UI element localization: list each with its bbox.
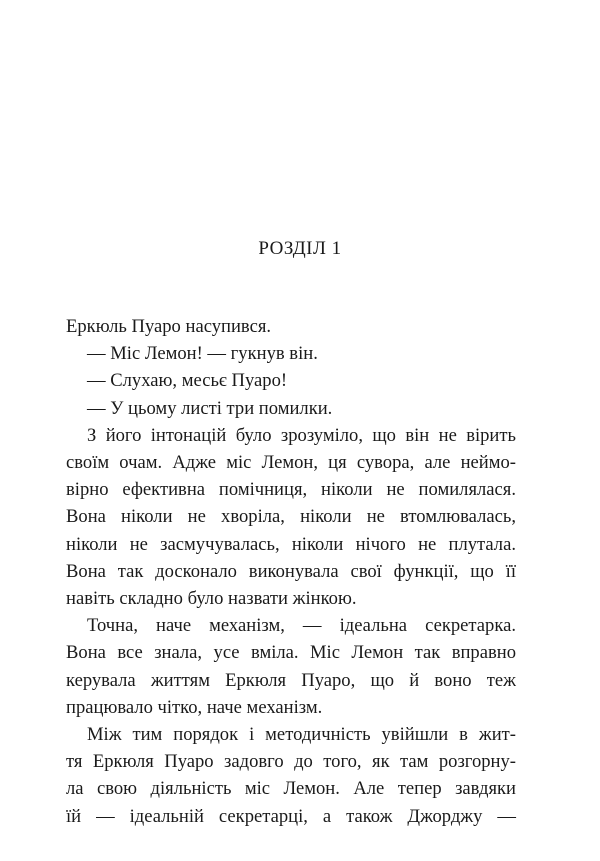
- text-line: їй — ідеальній секретарці, а також Джорджу —: [66, 805, 516, 827]
- text-line: керувала життям Еркюля Пуаро, що й воно теж: [66, 669, 516, 691]
- text-line: своїм очам. Адже міс Лемон, ця сувора, але неймо-: [66, 452, 516, 474]
- text-line: Точна, наче механізм, — ідеальна секретарка.: [87, 615, 516, 637]
- text-line: З його інтонацій було зрозуміло, що він не вірить: [87, 424, 516, 446]
- text-line: працювало чітко, наче механізм.: [66, 696, 323, 718]
- text-line: тя Еркюля Пуаро задовго до того, як там розгорну-: [66, 751, 516, 773]
- text-line: — Слухаю, месьє Пуаро!: [87, 370, 288, 392]
- text-line: — Міс Лемон! — гукнув він.: [87, 343, 318, 365]
- chapter-heading: РОЗДІЛ 1: [258, 238, 342, 259]
- chapter-text: [66, 313, 516, 830]
- text-line: вірно ефективна помічниця, ніколи не помилялася.: [66, 479, 516, 501]
- text-line: Вона все знала, усе вміла. Міс Лемон так вправно: [66, 642, 516, 664]
- text-line: ла свою діяльність міс Лемон. Але тепер завдяки: [66, 778, 516, 800]
- text-line: Вона ніколи не хворіла, ніколи не втомлювалась,: [66, 506, 516, 528]
- text-line: Еркюль Пуаро насупився.: [66, 316, 272, 337]
- text-line: Вона так досконало виконувала свої функції, що її: [66, 560, 516, 582]
- text-line: ніколи не засмучувалась, ніколи нічого не плутала.: [66, 533, 516, 555]
- text-line: — У цьому листі три помилки.: [87, 397, 333, 419]
- text-line: навіть складно було назвати жінкою.: [66, 588, 357, 610]
- text-line: Між тим порядок і методичність увійшли в жит-: [87, 724, 516, 746]
